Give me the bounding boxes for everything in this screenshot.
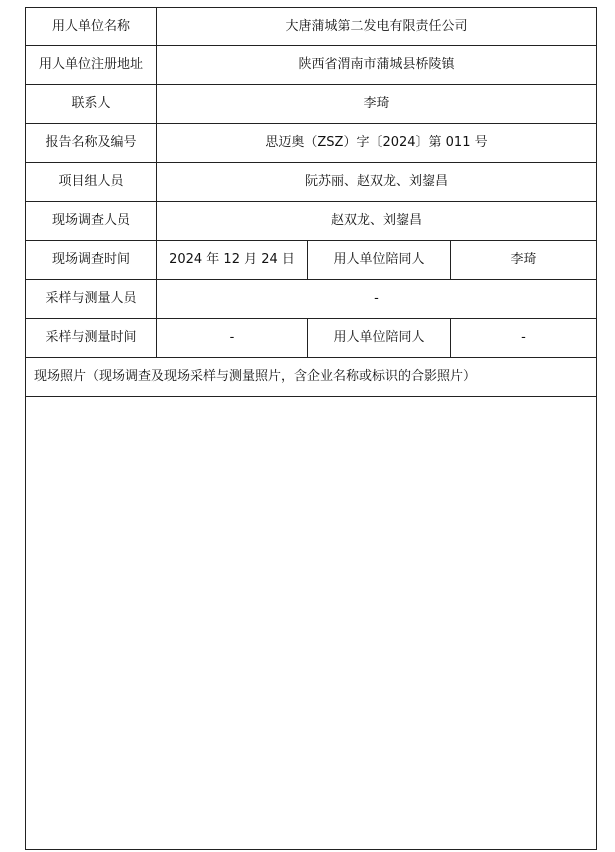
survey-companion-label: 用人单位陪同人	[308, 241, 451, 280]
row-photos-area	[26, 397, 597, 850]
survey-staff-value: 赵双龙、刘鋆昌	[157, 202, 597, 241]
photos-area	[26, 397, 597, 850]
report-value: 思迈奥（ZSZ）字〔2024〕第 011 号	[157, 124, 597, 163]
row-sampling-time	[26, 319, 597, 358]
row-contact	[26, 85, 597, 124]
row-unit-name	[26, 8, 597, 46]
team-label: 项目组人员	[26, 163, 157, 202]
survey-companion-value: 李琦	[451, 241, 597, 280]
contact-label: 联系人	[26, 85, 157, 124]
row-photos-heading	[26, 358, 597, 397]
unit-address-value: 陕西省渭南市蒲城县桥陵镇	[157, 46, 597, 85]
sampling-time-label: 采样与测量时间	[26, 319, 157, 358]
report-label: 报告名称及编号	[26, 124, 157, 163]
sampling-staff-label: 采样与测量人员	[26, 280, 157, 319]
unit-name-label: 用人单位名称	[26, 8, 157, 46]
row-team	[26, 163, 597, 202]
survey-time-label: 现场调查时间	[26, 241, 157, 280]
survey-record-table	[25, 7, 597, 850]
unit-name-value: 大唐蒲城第二发电有限责任公司	[157, 8, 597, 46]
survey-time-value: 2024 年 12 月 24 日	[157, 241, 308, 280]
survey-staff-label: 现场调查人员	[26, 202, 157, 241]
row-sampling-staff	[26, 280, 597, 319]
row-unit-address	[26, 46, 597, 85]
team-value: 阮苏丽、赵双龙、刘鋆昌	[157, 163, 597, 202]
row-survey-staff	[26, 202, 597, 241]
photos-heading: 现场照片（现场调查及现场采样与测量照片，含企业名称或标识的合影照片）	[26, 358, 597, 397]
contact-value: 李琦	[157, 85, 597, 124]
sampling-companion-value: -	[451, 319, 597, 358]
sampling-companion-label: 用人单位陪同人	[308, 319, 451, 358]
sampling-staff-value: -	[157, 280, 597, 319]
sampling-time-value: -	[157, 319, 308, 358]
unit-address-label: 用人单位注册地址	[26, 46, 157, 85]
row-survey-time	[26, 241, 597, 280]
row-report	[26, 124, 597, 163]
